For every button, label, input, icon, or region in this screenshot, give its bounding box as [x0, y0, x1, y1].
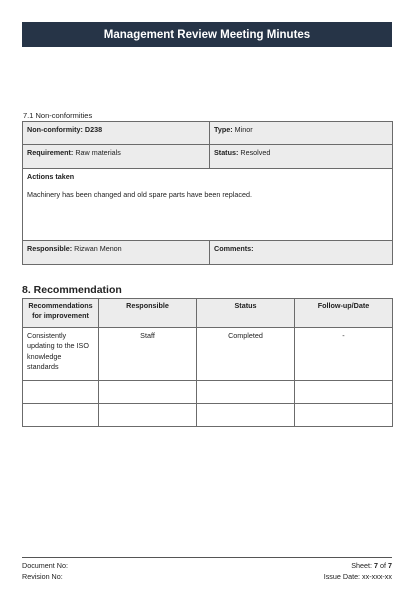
table-cell: - [295, 328, 393, 381]
requirement-value: Raw materials [75, 148, 121, 157]
status-value: Resolved [240, 148, 271, 157]
column-header: Follow-up/Date [295, 299, 393, 328]
table-cell [23, 381, 99, 404]
issue-date: Issue Date: xx-xxx-xx [323, 572, 392, 581]
requirement-label: Requirement: [27, 148, 74, 157]
table-cell: Staff [99, 328, 197, 381]
status-label: Status: [214, 148, 239, 157]
document-title: Management Review Meeting Minutes [22, 22, 392, 47]
table-row [23, 381, 393, 404]
table-cell [197, 381, 295, 404]
sheet-indicator [351, 561, 392, 570]
nonconformity-cell [23, 122, 210, 145]
actions-text: Machinery has been changed and old spare parts have been replaced. [27, 190, 252, 199]
revision-no-label: Revision No: [22, 572, 63, 581]
nonconformity-label: Non-conformity: [27, 125, 83, 134]
table-row [23, 328, 393, 381]
comments-cell [210, 241, 393, 265]
column-header: Status [197, 299, 295, 328]
table-cell [197, 404, 295, 427]
responsible-label: Responsible: [27, 244, 73, 253]
table-cell: Consistently updating to the ISO knowledge standards [23, 328, 99, 381]
table-cell [99, 381, 197, 404]
requirement-cell [23, 145, 210, 169]
table-cell [23, 404, 99, 427]
actions-label: Actions taken [27, 172, 75, 181]
table-cell [295, 404, 393, 427]
sheet-current: 7 [374, 561, 378, 570]
sheet-label: Sheet: [351, 561, 372, 570]
actions-cell [23, 169, 393, 241]
sheet-total: 7 [388, 561, 392, 570]
responsible-cell [23, 241, 210, 265]
recommendation-table [22, 298, 393, 427]
column-header: Responsible [99, 299, 197, 328]
table-cell: Completed [197, 328, 295, 381]
section-heading-recommendation: 8. Recommendation [22, 284, 122, 296]
document-no-label: Document No: [22, 561, 68, 570]
comments-label: Comments: [214, 244, 254, 253]
section-heading-nonconformities: 7.1 Non-conformities [23, 111, 93, 120]
column-header: Recommendations for improvement [23, 299, 99, 328]
table-cell [99, 404, 197, 427]
type-cell [210, 122, 393, 145]
status-cell [210, 145, 393, 169]
table-row [23, 404, 393, 427]
type-label: Type: [214, 125, 233, 134]
type-value: Minor [234, 125, 253, 134]
responsible-value: Rizwan Menon [74, 244, 122, 253]
table-cell [295, 381, 393, 404]
footer-divider [22, 557, 392, 558]
nonconformity-value: D238 [84, 125, 103, 134]
sheet-of: of [380, 561, 386, 570]
nonconformity-table [22, 121, 393, 265]
